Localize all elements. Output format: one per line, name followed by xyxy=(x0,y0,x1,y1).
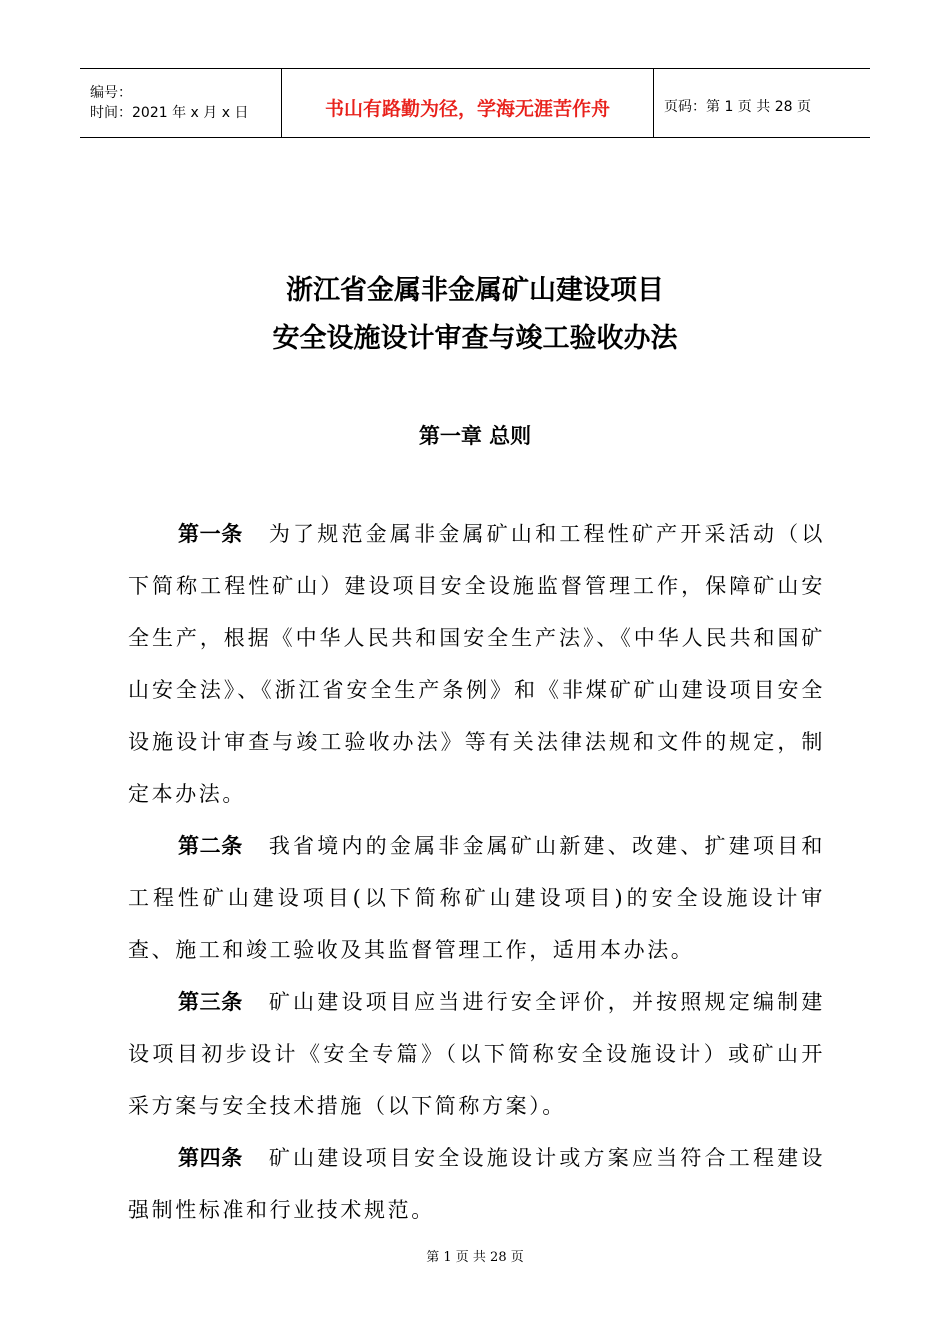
page-header xyxy=(80,68,870,138)
document-body xyxy=(128,508,825,1236)
article-3 xyxy=(128,976,825,1132)
article-4 xyxy=(128,1132,825,1236)
header-page-info xyxy=(654,69,870,137)
time-label: 时间：2021 年 x 月 x 日 xyxy=(90,105,249,121)
article-text: 矿山建设项目应当进行安全评价，并按照规定编制建设项目初步设计《安全专篇》（以下简称安全设施设计）或矿山开采方案与安全技术措施（以下简称方案）。 xyxy=(128,990,825,1118)
document-title-line2: 安全设施设计审查与竣工验收办法 xyxy=(272,323,678,354)
article-2 xyxy=(128,820,825,976)
article-text: 为了规范金属非金属矿山和工程性矿产开采活动（以下简称工程性矿山）建设项目安全设施监督管理工作，保障矿山安全生产，根据《中华人民共和国安全生产法》、《中华人民共和国矿山安全法》、《浙江省安全生产条例》和《非煤矿矿山建设项目安全设施设计审查与竣工验收办法》等有关法律法规和文件的规定，制定本办法。 xyxy=(128,522,825,806)
motto-text: 书山有路勤为径，学海无涯苦作舟 xyxy=(324,97,610,120)
page-footer: 第 1 页 共 28 页 xyxy=(426,1250,524,1265)
number-label: 编号： xyxy=(90,85,132,101)
document-title-line1: 浙江省金属非金属矿山建设项目 xyxy=(286,275,664,306)
article-text: 矿山建设项目安全设施设计或方案应当符合工程建设强制性标准和行业技术规范。 xyxy=(128,1146,825,1222)
article-label: 第四条 xyxy=(178,1146,243,1170)
article-1 xyxy=(128,508,825,820)
article-label: 第一条 xyxy=(178,522,243,546)
header-meta xyxy=(80,69,282,137)
article-label: 第三条 xyxy=(178,990,243,1014)
chapter-heading: 第一章 总则 xyxy=(418,424,532,448)
article-text: 我省境内的金属非金属矿山新建、改建、扩建项目和工程性矿山建设项目(以下简称矿山建设项目)的安全设施设计审查、施工和竣工验收及其监督管理工作，适用本办法。 xyxy=(128,834,825,962)
header-motto xyxy=(282,69,654,137)
page-info-text: 页码：第 1 页 共 28 页 xyxy=(664,99,811,115)
article-label: 第二条 xyxy=(178,834,243,858)
